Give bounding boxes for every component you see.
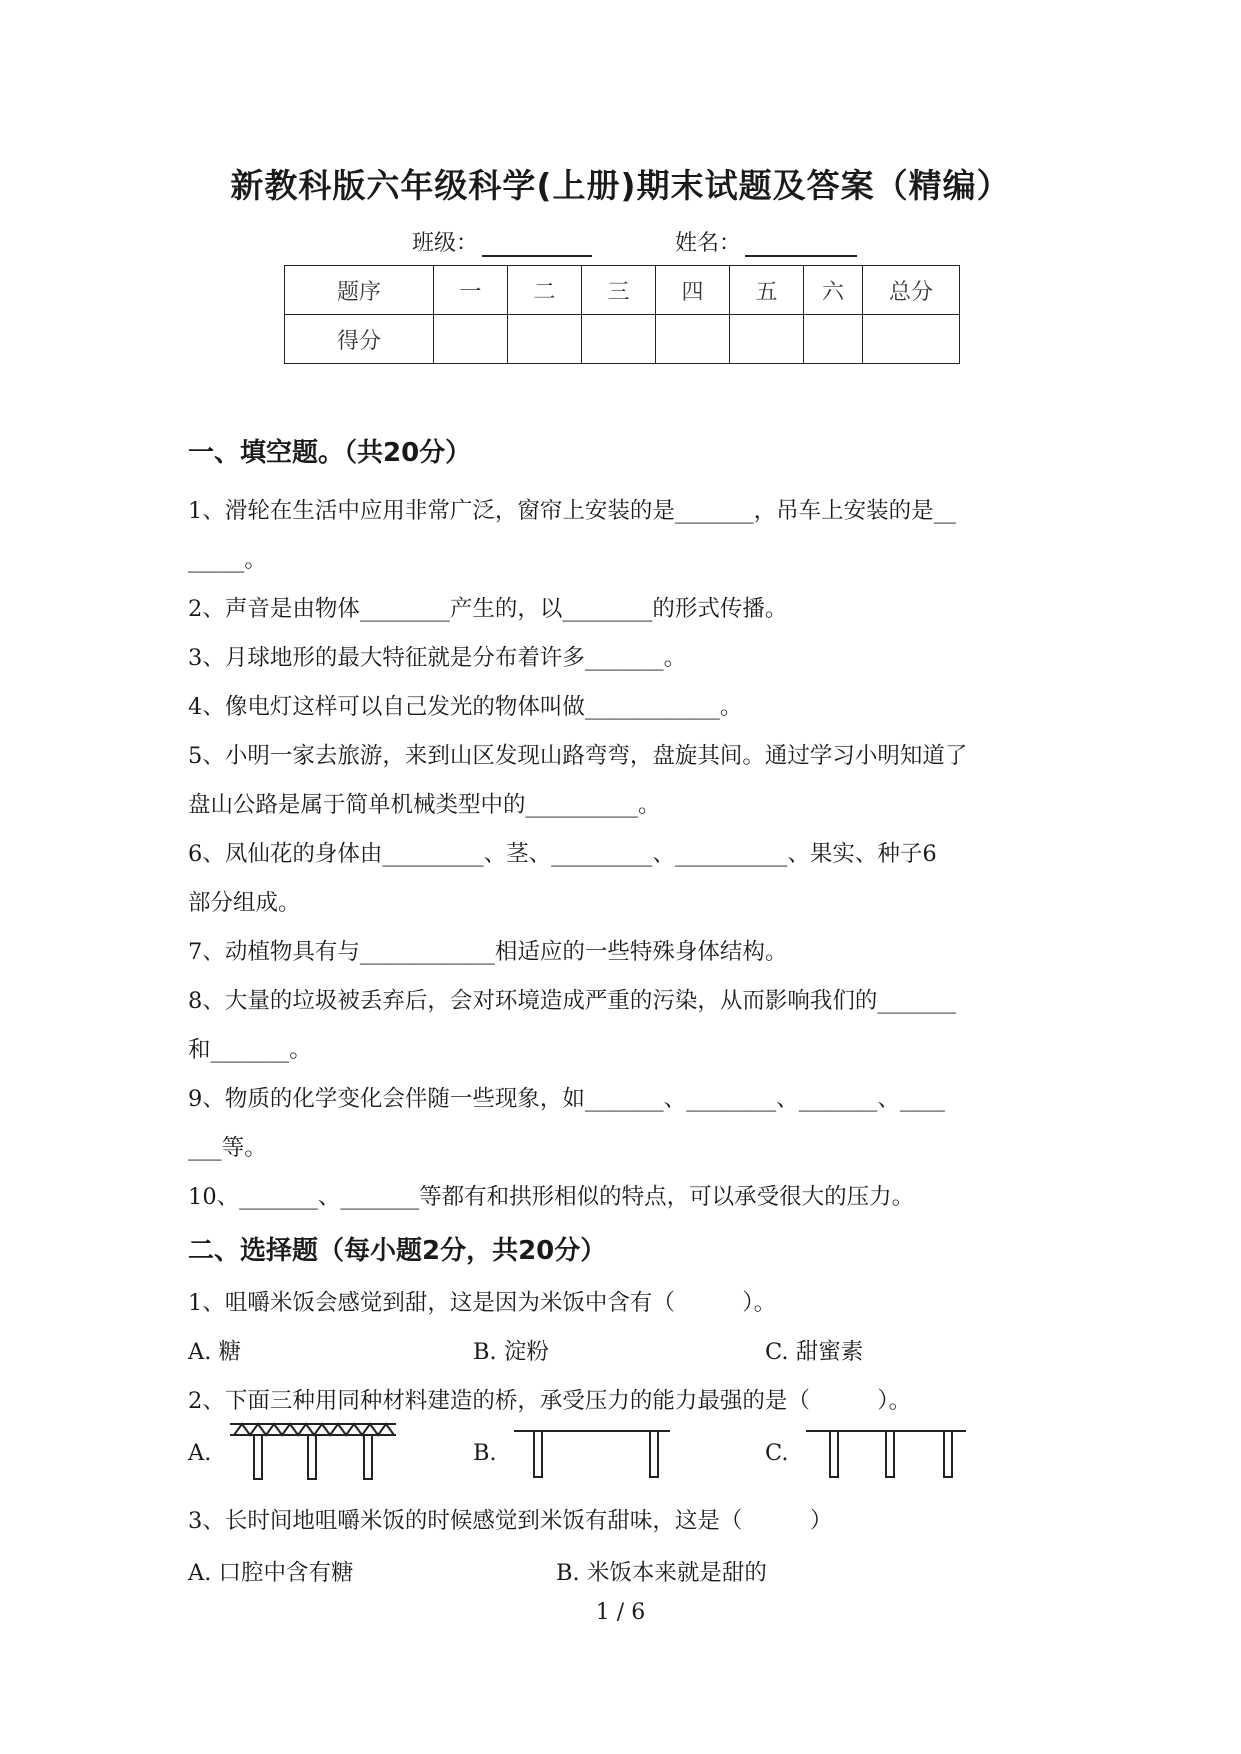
option-c[interactable]: C. 甜蜜素 — [765, 1339, 864, 1365]
score-table-score-row — [285, 315, 960, 364]
choice-question-2: 2、下面三种用同种材料建造的桥，承受压力的能力最强的是（ ）。 — [188, 1388, 912, 1414]
score-cell[interactable] — [434, 315, 508, 364]
choice-question-1: 1、咀嚼米饭会感觉到甜，这是因为米饭中含有（ ）。 — [188, 1290, 777, 1316]
question-line: ___等。 — [188, 1135, 267, 1161]
option-c[interactable]: C. — [765, 1440, 789, 1466]
score-cell[interactable] — [730, 315, 804, 364]
question-line: 3、月球地形的最大特征就是分布着许多_______。 — [188, 645, 687, 671]
question-line: 5、小明一家去旅游，来到山区发现山路弯弯，盘旋其间。通过学习小明知道了 — [188, 743, 968, 769]
question-line: 1、滑轮在生活中应用非常广泛，窗帘上安装的是_______，吊车上安装的是__ — [188, 498, 957, 524]
page-title: 新教科版六年级科学(上册)期末试题及答案（精编） — [230, 166, 1011, 205]
question-line: _____。 — [188, 547, 267, 573]
option-a[interactable]: A. — [188, 1440, 212, 1466]
name-label: 姓名： — [675, 231, 742, 256]
section-1-heading: 一、填空题。（共20分） — [188, 438, 472, 468]
question-line: 盘山公路是属于简单机械类型中的__________。 — [188, 792, 661, 818]
score-header-cell: 总分 — [863, 266, 960, 315]
class-blank[interactable] — [482, 229, 592, 257]
option-b[interactable]: B. — [473, 1440, 497, 1466]
question-line: 7、动植物具有与____________相适应的一些特殊身体结构。 — [188, 939, 788, 965]
question-line: 9、物质的化学变化会伴随一些现象，如_______、________、_______、____ — [188, 1086, 945, 1112]
option-a[interactable]: A. 糖 — [188, 1339, 242, 1365]
option-b[interactable]: B. 淀粉 — [473, 1339, 549, 1365]
score-header-cell: 五 — [730, 266, 804, 315]
question-line: 10、_______、_______等都有和拱形相似的特点，可以承受很大的压力。 — [188, 1184, 915, 1210]
score-header-cell: 六 — [804, 266, 863, 315]
score-row-label: 得分 — [285, 315, 434, 364]
choice-question-3: 3、长时间地咀嚼米饭的时候感觉到米饭有甜味，这是（ ） — [188, 1508, 833, 1534]
score-cell[interactable] — [863, 315, 960, 364]
score-header-cell: 四 — [656, 266, 730, 315]
question-line: 部分组成。 — [188, 890, 301, 916]
score-cell[interactable] — [582, 315, 656, 364]
score-header-cell: 二 — [508, 266, 582, 315]
question-line: 和_______。 — [188, 1037, 312, 1063]
option-a[interactable]: A. 口腔中含有糖 — [188, 1560, 354, 1586]
score-table-header-row — [285, 266, 960, 315]
score-table — [284, 265, 960, 364]
truss-bridge-image — [228, 1420, 398, 1482]
name-blank[interactable] — [745, 229, 857, 257]
section-2-heading: 二、选择题（每小题2分，共20分） — [188, 1236, 607, 1266]
score-cell[interactable] — [656, 315, 730, 364]
question-line: 8、大量的垃圾被丢弃后，会对环境造成严重的污染，从而影响我们的_______ — [188, 988, 957, 1014]
score-header-cell: 三 — [582, 266, 656, 315]
multi-pier-bridge-image — [804, 1425, 968, 1481]
beam-bridge-image — [512, 1425, 672, 1481]
score-cell[interactable] — [804, 315, 863, 364]
name-field — [675, 226, 857, 257]
score-cell[interactable] — [508, 315, 582, 364]
class-label: 班级： — [412, 231, 479, 256]
page-number: 1 / 6 — [595, 1600, 646, 1625]
question-line: 2、声音是由物体________产生的，以________的形式传播。 — [188, 596, 788, 622]
question-line: 6、凤仙花的身体由_________、茎、_________、__________、果实、种子6 — [188, 841, 937, 867]
score-header-cell: 一 — [434, 266, 508, 315]
option-b[interactable]: B. 米饭本来就是甜的 — [556, 1560, 767, 1586]
class-field — [412, 226, 592, 257]
score-header-cell: 题序 — [285, 266, 434, 315]
question-line: 4、像电灯这样可以自己发光的物体叫做____________。 — [188, 694, 743, 720]
